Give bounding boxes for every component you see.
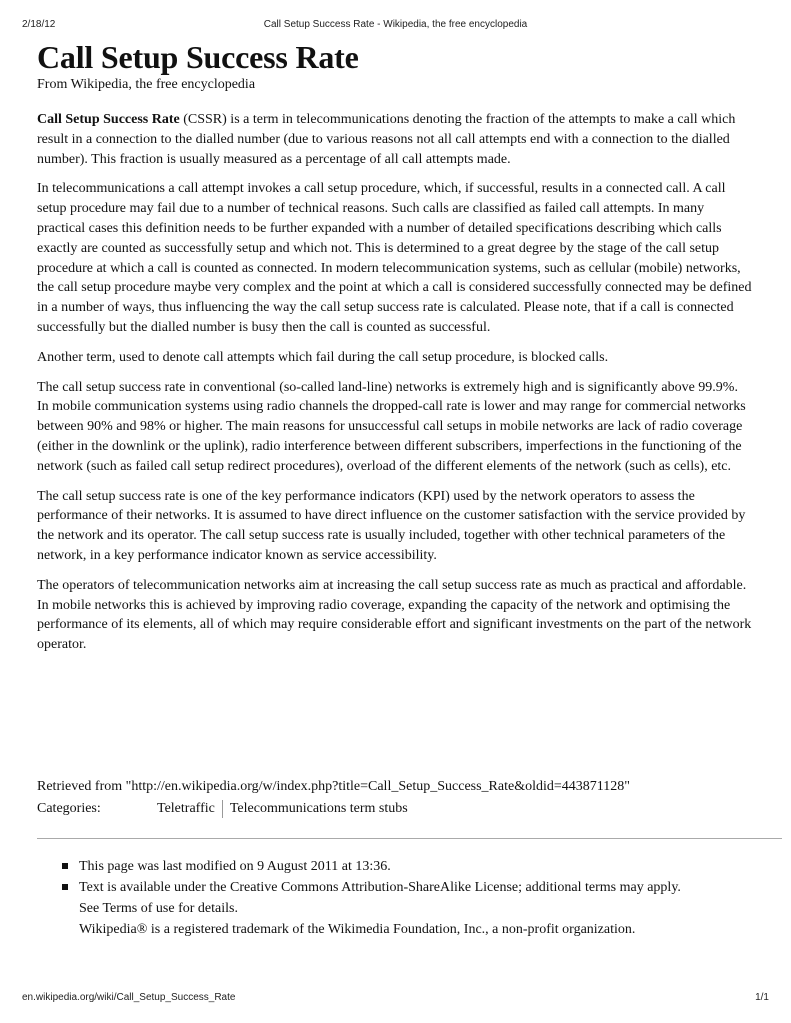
category-link-telecom-stubs[interactable]: Telecommunications term stubs: [229, 801, 408, 816]
print-page-number: 1/1: [755, 992, 769, 1003]
category-link-teletraffic[interactable]: Teletraffic: [157, 801, 215, 816]
page-title: Call Setup Success Rate: [37, 39, 359, 75]
print-footer: [0, 992, 791, 1006]
site-tagline: From Wikipedia, the free encyclopedia: [37, 77, 256, 92]
paragraph: Another term, used to denote call attempts which fail during the call setup procedure, is blocked calls.: [37, 349, 609, 365]
intro-text: (CSSR) is a term in telecommunications denoting the fraction of the attempts to make a call which result in a connection to the dialled number (due to various reasons not all call attempts end with a connection to the dialled number). This fraction is usually measured as a percentage of all call attempts made.: [37, 112, 736, 167]
terms-text[interactable]: See Terms of use for details.: [79, 901, 238, 916]
paragraph: The call setup success rate in conventional (so-called land-line) networks is extremely high and is significantly above 99.9%. In mobile communication systems using radio channels the dropped-call rate is lower and may range for commercial networks between 90% and 98% or higher. The main reasons for unsuccessful call setups in mobile networks are lack of radio coverage (either in the downlink or the uplink), radio interference between different subscribers, imperfections in the functioning of the network (such as failed call setup redirect procedures), overload of the different elements of the network (such as cells), etc.: [37, 379, 746, 474]
footer-item-license: [62, 877, 762, 940]
license-text[interactable]: Text is available under the Creative Commons Attribution-ShareAlike License; additional terms may apply.: [79, 880, 681, 895]
footer-divider: [37, 838, 782, 839]
article-body: [37, 110, 753, 655]
bullet-icon: [62, 884, 68, 890]
categories-label: Categories:: [37, 801, 101, 816]
category-divider: [222, 800, 223, 818]
bullet-icon: [62, 863, 68, 869]
intro-paragraph: [37, 110, 753, 169]
footer-info: [62, 856, 762, 940]
footer-item-last-modified: [62, 856, 762, 877]
print-page-title: Call Setup Success Rate - Wikipedia, the free encyclopedia: [263, 19, 528, 30]
print-date: 2/18/12: [22, 19, 56, 30]
trademark-text: Wikipedia® is a registered trademark of the Wikimedia Foundation, Inc., a non-profit organization.: [79, 922, 636, 937]
last-modified-text: This page was last modified on 9 August 2011 at 13:36.: [79, 859, 391, 874]
print-header: [0, 19, 791, 33]
article-content: [37, 38, 753, 665]
paragraph: In telecommunications a call attempt invokes a call setup procedure, which, if successful, results in a connected call. A call setup procedure may fail due to a number of technical reasons. Such calls are classified as failed call attempts. In many practical cases this definition needs to be further expanded with a number of detailed specifications describing which calls exactly are counted as successfully setup and which not. This is determined to a great degree by the stage of the call setup procedure at which a call is counted as connected. In modern telecommunication systems, such as cellular (mobile) networks, the call setup procedure maybe very complex and the point at which a call is considered successfully connected may be defined in a number of ways, thus influencing the way the call setup success rate is calculated. Please note, that if a call is connected successfully but the dialled number is busy then the call is counted as successful.: [37, 181, 752, 335]
intro-term: Call Setup Success Rate: [37, 112, 180, 127]
retrieved-from-link[interactable]: Retrieved from "http://en.wikipedia.org/w/index.php?title=Call_Setup_Success_Rate&oldid=443871128": [37, 779, 630, 794]
print-url: en.wikipedia.org/wiki/Call_Setup_Success_Rate: [22, 992, 236, 1003]
category-links: [37, 799, 415, 819]
paragraph: The call setup success rate is one of the key performance indicators (KPI) used by the network operators to assess the performance of their networks. It is assumed to have direct influence on the customer satisfaction with the service provided by the network and its operator. The call setup success rate is usually included, together with other technical parameters of the network, in a key performance indicator known as service accessibility.: [37, 488, 746, 563]
paragraph: The operators of telecommunication networks aim at increasing the call setup success rate as much as practical and affordable. In mobile networks this is achieved by improving radio coverage, expanding the capacity of the network and optimising the performance of its elements, all of which may require considerable effort and significant investments on the part of the network operator.: [37, 577, 752, 653]
